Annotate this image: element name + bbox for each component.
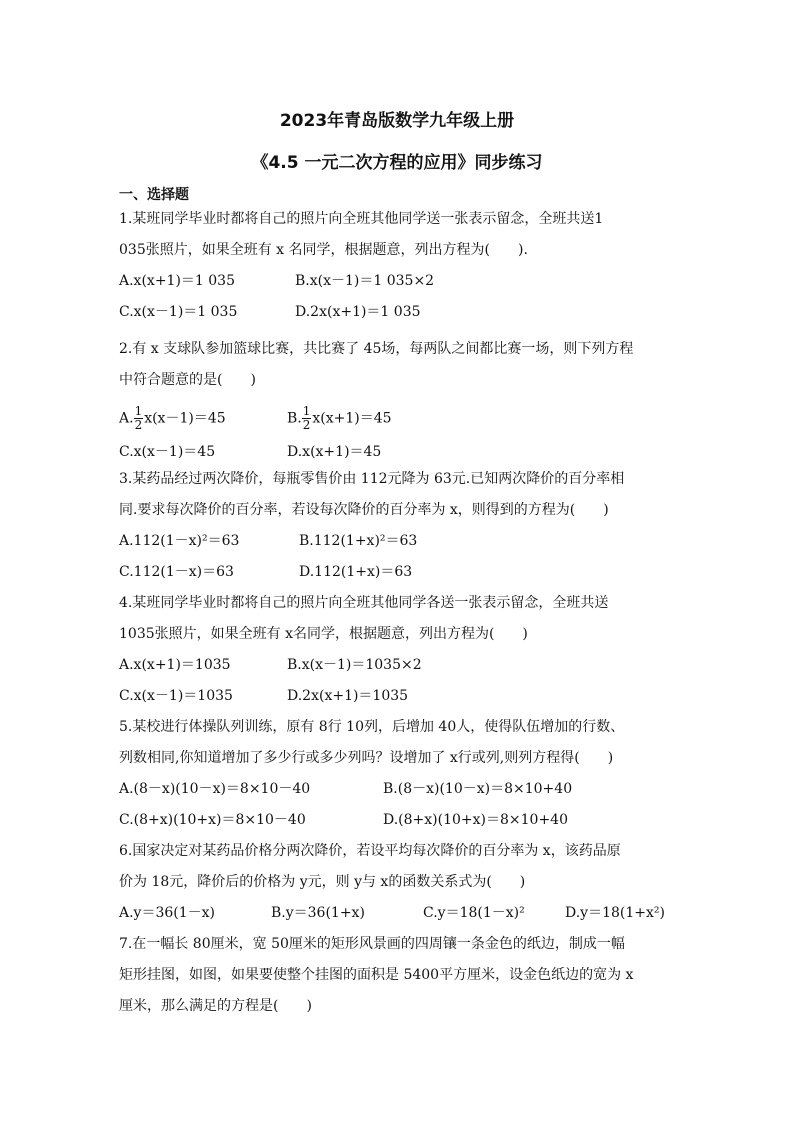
question-5-option-a: A.(8－x)(10－x)＝8×10－40 bbox=[119, 781, 311, 797]
question-2-option-b: B. $\frac{1}{2}$ x(x+1)＝45 bbox=[287, 404, 392, 432]
question-1-line-1: 1.某班同学毕业时都将自己的照片向全班其他同学送一张表示留念，全班共送1 bbox=[119, 211, 604, 227]
question-1-option-b: B.x(x－1)＝1 035×2 bbox=[295, 273, 435, 289]
question-4-option-c: C.x(x－1)＝1035 bbox=[119, 688, 233, 704]
question-3-option-d: D.112(1+x)＝63 bbox=[299, 564, 413, 580]
question-7-line-3: 厘米，那么满足的方程是( ) bbox=[119, 998, 312, 1014]
question-5-option-d: D.(8+x)(10+x)＝8×10+40 bbox=[383, 812, 568, 828]
question-2-option-d: D.x(x+1)＝45 bbox=[287, 444, 382, 460]
question-2-line-2: 中符合题意的是( ) bbox=[119, 372, 256, 388]
question-1-option-c: C.x(x－1)＝1 035 bbox=[119, 304, 238, 320]
question-4-option-b: B.x(x－1)＝1035×2 bbox=[287, 657, 422, 673]
question-4-option-a: A.x(x+1)＝1035 bbox=[119, 657, 231, 673]
question-6-line-1: 6.国家决定对某药品价格分两次降价，若设平均每次降价的百分率为 x，该药品原 bbox=[119, 843, 621, 859]
question-5-line-1: 5.某校进行体操队列训练，原有 8行 10列，后增加 40人，使得队伍增加的行数、 bbox=[119, 719, 625, 735]
question-4-option-d: D.2x(x+1)＝1035 bbox=[287, 688, 409, 704]
question-3-option-b: B.112(1+x)²＝63 bbox=[299, 533, 418, 549]
question-3-line-2: 同.要求每次降价的百分率，若设每次降价的百分率为 x，则得到的方程为( ) bbox=[119, 502, 609, 518]
question-1-option-d: D.2x(x+1)＝1 035 bbox=[295, 304, 421, 320]
question-5-option-b: B.(8－x)(10－x)＝8×10+40 bbox=[383, 781, 573, 797]
question-3-option-c: C.112(1－x)＝63 bbox=[119, 564, 234, 580]
question-2-option-a: A. $\frac{1}{2}$ x(x－1)＝45 bbox=[119, 404, 226, 432]
question-3-option-a: A.112(1－x)²＝63 bbox=[119, 533, 240, 549]
question-5-option-c: C.(8+x)(10+x)＝8×10－40 bbox=[119, 812, 306, 828]
fraction: $\frac{1}{2}$ bbox=[302, 404, 311, 432]
question-3-line-1: 3.某药品经过两次降价，每瓶零售价由 112元降为 63元.已知两次降价的百分率相 bbox=[119, 471, 625, 487]
question-1-line-2: 035张照片，如果全班有 x 名同学，根据题意，列出方程为( ). bbox=[119, 242, 528, 258]
question-6-option-b: B.y＝36(1+x) bbox=[271, 905, 365, 921]
question-5-line-2: 列数相同,你知道增加了多少行或多少列吗？设增加了 x行或列,则列方程得( ) bbox=[119, 750, 614, 766]
question-4-line-2: 1035张照片，如果全班有 x名同学，根据题意，列出方程为( ) bbox=[119, 626, 528, 642]
question-6-option-d: D.y＝18(1+x²) bbox=[565, 905, 665, 921]
section-heading: 一、选择题 bbox=[119, 187, 189, 203]
document-subtitle: 《4.5 一元二次方程的应用》同步练习 bbox=[251, 153, 543, 173]
question-4-line-1: 4.某班同学毕业时都将自己的照片向全班其他同学各送一张表示留念，全班共送 bbox=[119, 595, 609, 611]
question-7-line-2: 矩形挂图，如图，如果要使整个挂图的面积是 5400平方厘米，设金色纸边的宽为 x bbox=[119, 967, 634, 983]
document-title: 2023年青岛版数学九年级上册 bbox=[279, 111, 515, 131]
fraction: $\frac{1}{2}$ bbox=[134, 404, 143, 432]
question-6-option-a: A.y＝36(1－x) bbox=[119, 905, 216, 921]
question-2-line-1: 2.有 x 支球队参加篮球比赛，共比赛了 45场，每两队之间都比赛一场，则下列方程 bbox=[119, 341, 634, 357]
question-2-option-c: C.x(x－1)＝45 bbox=[119, 444, 216, 460]
question-1-option-a: A.x(x+1)＝1 035 bbox=[119, 273, 235, 289]
question-7-line-1: 7.在一幅长 80厘米，宽 50厘米的矩形风景画的四周镶一条金色的纸边，制成一幅 bbox=[119, 936, 625, 952]
question-6-option-c: C.y＝18(1－x)² bbox=[423, 905, 525, 921]
question-6-line-2: 价为 18元，降价后的价格为 y元，则 y与 x的函数关系式为( ) bbox=[119, 874, 526, 890]
